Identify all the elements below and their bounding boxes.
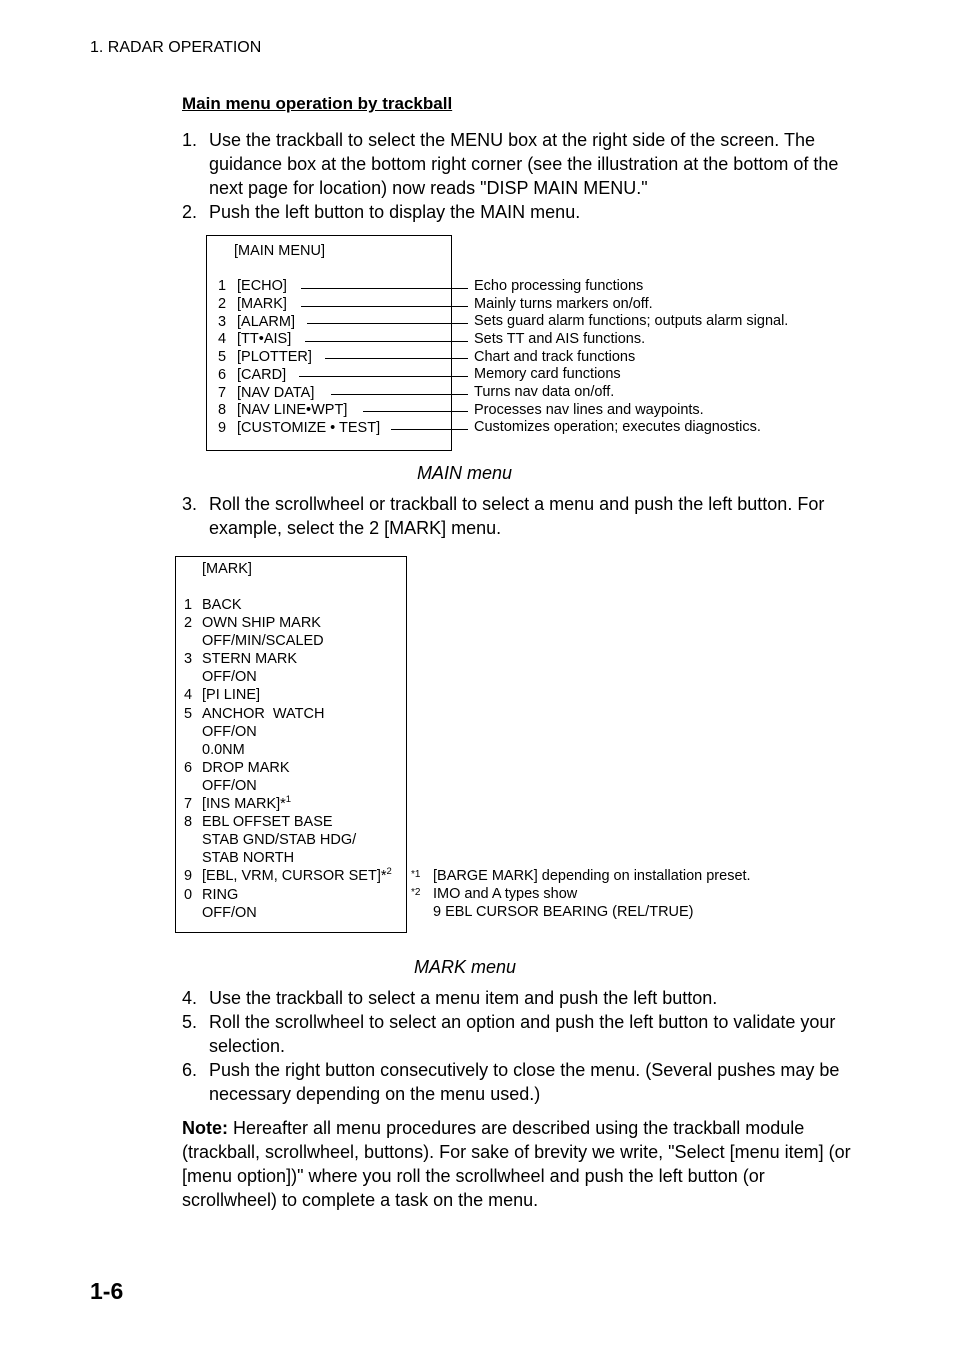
mark-menu-item [184, 886, 392, 922]
footnote-ref: 2 [386, 866, 392, 878]
mark-menu-item [184, 686, 392, 704]
footnote-text: 9 EBL CURSOR BEARING (REL/TRUE) [433, 904, 694, 920]
main-menu-item [218, 331, 291, 347]
item-number: 6 [218, 367, 227, 383]
main-menu-item [218, 385, 314, 401]
step-number: 3. [182, 494, 198, 514]
item-line: ANCHOR WATCH [202, 705, 325, 722]
step-text: Roll the scrollwheel to select an option and push the left button to validate your selection. [209, 1012, 836, 1056]
step-number: 5. [182, 1012, 198, 1032]
item-label: [NAV LINE•WPT] [237, 402, 348, 418]
mark-menu-item [184, 813, 392, 867]
footnote-mark: *1 [411, 869, 421, 880]
leader-line [325, 358, 468, 359]
item-line: STAB GND/STAB HDG/ [202, 832, 357, 849]
main-menu-item [218, 296, 287, 312]
leader-line [305, 341, 468, 342]
item-line: OFF/ON [202, 777, 257, 794]
step-text: Use the trackball to select a menu item and push the left button. [209, 988, 718, 1008]
item-line: STERN MARK [202, 651, 298, 668]
mark-menu-item [184, 759, 392, 795]
item-number: 1 [218, 278, 227, 294]
leader-line [299, 376, 468, 377]
item-line: EBL OFFSET BASE [202, 814, 333, 831]
main-menu-description: Turns nav data on/off. [474, 384, 615, 400]
item-line: STAB NORTH [202, 850, 295, 867]
step-text: Push the left button to display the MAIN menu. [209, 202, 581, 222]
step-text: Use the trackball to select the MENU box at the right side of the screen. The guidance box at the bottom right corner (see the illustration at the bottom of the next page for location) now reads "DISP MAIN MENU." [209, 130, 839, 198]
leader-line [307, 323, 468, 324]
main-menu-description: Customizes operation; executes diagnostics. [474, 419, 761, 435]
item-label: [NAV DATA] [237, 385, 315, 401]
item-line: BACK [202, 597, 242, 613]
leader-line [301, 288, 468, 289]
mark-menu-list [184, 596, 392, 922]
item-line: OFF/ON [202, 723, 257, 740]
steps-group-c [182, 986, 852, 1106]
main-menu-item [218, 278, 287, 294]
item-number: 1 [184, 597, 193, 613]
mark-menu-caption: MARK menu [414, 957, 517, 977]
footnote-text: IMO and A types show [433, 886, 578, 902]
item-line: [PI LINE] [202, 687, 261, 704]
mark-menu-item [184, 596, 392, 614]
item-number: 8 [184, 814, 193, 831]
main-menu-description: Mainly turns markers on/off. [474, 296, 653, 312]
item-number: 7 [184, 796, 193, 813]
footnote [411, 904, 694, 920]
footnote-ref: 1 [285, 794, 292, 806]
main-menu-item [218, 420, 380, 436]
main-menu-item [218, 402, 347, 418]
item-number: 4 [218, 331, 227, 347]
note-label: Note: [182, 1118, 228, 1138]
step-item [182, 1058, 852, 1106]
steps-group-b [182, 492, 852, 540]
item-number: 5 [218, 349, 227, 365]
mark-menu-item [184, 705, 392, 759]
step-number: 2. [182, 202, 198, 222]
item-number: 2 [184, 615, 193, 632]
section-title: Main menu operation by trackball [182, 94, 453, 113]
step-text: Roll the scrollwheel or trackball to select a menu and push the left button. For example, select the 2 [MARK] menu. [209, 494, 825, 538]
footnote-text: [BARGE MARK] depending on installation preset. [433, 868, 751, 884]
item-line: OFF/ON [202, 904, 257, 921]
step-number: 1. [182, 130, 198, 150]
mark-menu-item [184, 795, 392, 813]
step-number: 4. [182, 988, 198, 1008]
main-menu-title: [MAIN MENU] [234, 243, 326, 259]
page-number: 1-6 [90, 1278, 124, 1304]
item-line: 0.0NM [202, 741, 245, 758]
leader-line [331, 394, 468, 395]
main-menu-description: Chart and track functions [474, 349, 636, 365]
main-menu-item [218, 314, 295, 330]
mark-menu-title: [MARK] [202, 561, 252, 577]
step-number: 6. [182, 1060, 198, 1080]
leader-line [363, 411, 468, 412]
mark-menu-item [184, 867, 392, 885]
main-menu-description: Echo processing functions [474, 278, 644, 294]
item-number: 7 [218, 385, 227, 401]
main-menu-description: Processes nav lines and waypoints. [474, 402, 704, 418]
main-menu-item [218, 367, 286, 383]
step-item [182, 1010, 852, 1058]
item-number: 8 [218, 402, 227, 418]
item-line: [EBL, VRM, CURSOR SET]* [202, 868, 387, 885]
steps-group-a [182, 128, 852, 224]
item-label: [PLOTTER] [237, 349, 312, 365]
step-item [182, 986, 852, 1010]
leader-line [391, 429, 468, 430]
mark-menu-item [184, 650, 392, 686]
footnote-mark: *2 [411, 887, 421, 898]
step-item [182, 128, 852, 200]
item-label: [ALARM] [237, 314, 296, 330]
step-text: Push the right button consecutively to close the menu. (Several pushes may be necessary depending on the menu used.) [209, 1060, 840, 1104]
item-number: 9 [184, 868, 193, 885]
item-number: 6 [184, 759, 193, 776]
item-line: OWN SHIP MARK [202, 615, 321, 632]
item-line: [INS MARK]* [202, 796, 286, 813]
main-menu-item [218, 349, 312, 365]
item-number: 4 [184, 687, 193, 704]
item-label: [MARK] [237, 296, 287, 312]
item-number: 9 [218, 420, 227, 436]
main-menu-description: Sets TT and AIS functions. [474, 331, 646, 347]
item-number: 3 [184, 651, 193, 668]
footnote [411, 868, 751, 884]
item-label: [TT•AIS] [237, 331, 292, 347]
item-line: OFF/MIN/SCALED [202, 633, 324, 650]
leader-line [301, 306, 468, 307]
main-menu-description: Sets guard alarm functions; outputs alarm signal. [474, 313, 789, 329]
step-item [182, 200, 852, 224]
item-number: 0 [184, 886, 193, 903]
chapter-header: 1. RADAR OPERATION [90, 39, 262, 56]
note-text: Hereafter all menu procedures are described using the trackball module (trackball, scrollwheel, buttons). For sake of brevity we write, "Select [menu item] (or [menu option])" where you roll the scrollwheel and push the left button (or scrollwheel) to complete a task on the menu. [182, 1118, 851, 1210]
note-paragraph [182, 1116, 854, 1212]
step-item [182, 492, 852, 540]
item-label: [CUSTOMIZE • TEST] [237, 420, 381, 436]
main-menu-description: Memory card functions [474, 366, 621, 382]
item-number: 5 [184, 705, 193, 722]
item-line: OFF/ON [202, 669, 257, 686]
item-line: DROP MARK [202, 759, 290, 776]
item-number: 2 [218, 296, 227, 312]
footnote [411, 886, 577, 902]
item-number: 3 [218, 314, 227, 330]
main-menu-caption: MAIN menu [417, 463, 513, 483]
item-label: [ECHO] [237, 278, 287, 294]
item-label: [CARD] [237, 367, 287, 383]
mark-menu-item [184, 614, 392, 650]
item-line: RING [202, 886, 239, 903]
